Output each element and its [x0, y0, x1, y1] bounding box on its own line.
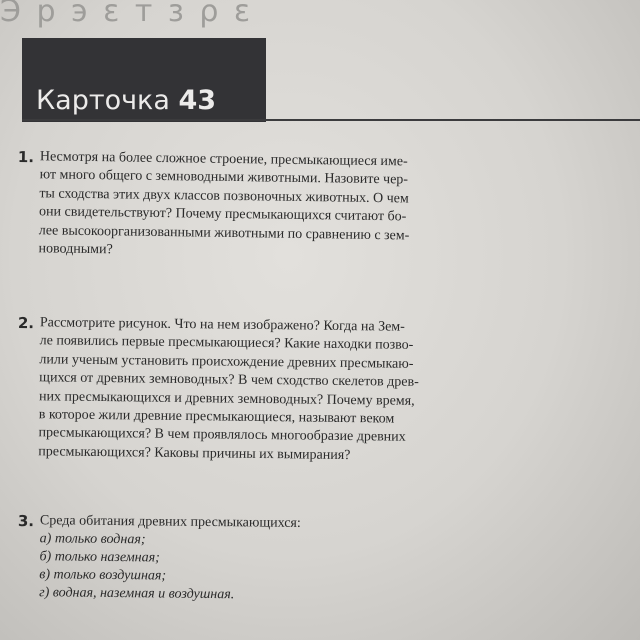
question-number: 1.: [17, 148, 35, 167]
card-title-word: Карточка: [36, 85, 170, 116]
question-line: ле появились первые пресмыкающиеся? Какие находки позво-: [39, 333, 414, 354]
question-line: Среда обитания древних пресмыкающихся:: [39, 513, 301, 531]
question-3: [17, 512, 628, 609]
question-line: щихся от древних земноводных? В чем сходство скелетов древ-: [39, 370, 419, 391]
card-title-number: 43: [178, 85, 217, 116]
question-line: лее высокоорганизованными животными по сравнению с зем-: [38, 222, 410, 244]
cut-off-top-text: Э р э ε т з ρ ε: [0, 0, 254, 29]
question-line: ют много общего с земноводными животными. Назовите чер-: [39, 167, 409, 188]
question-2: [16, 314, 628, 469]
question-line: новодными?: [38, 241, 113, 258]
answer-option-d: г) водная, наземная и воздушная.: [39, 585, 235, 603]
card-header: [22, 38, 266, 122]
question-line: Рассмотрите рисунок. Что на нем изображено? Когда на Зем-: [39, 315, 405, 335]
card-title: [36, 85, 216, 116]
question-line: пресмыкающихся? Каковы причины их вымирания?: [38, 444, 351, 463]
answer-option-b: б) только наземная;: [39, 549, 160, 566]
question-line: в которое жили древние пресмыкающиеся, называют веком: [38, 407, 395, 427]
question-number: 2.: [17, 314, 35, 333]
question-line: они свидетельствуют? Почему пресмыкающихся считают бо-: [39, 204, 407, 225]
answer-option-a: а) только водная;: [39, 531, 146, 548]
question-line: ты сходства этих двух классов позвоночных животных. О чем: [39, 186, 409, 207]
question-1: [16, 148, 627, 267]
question-line: пресмыкающихся? В чем проявлялось многообразие древних: [38, 425, 406, 446]
question-number: 3.: [17, 512, 35, 531]
answer-option-c: в) только воздушная;: [39, 567, 167, 584]
question-line: них пресмыкающихся и древних земноводных? Почему время,: [38, 388, 415, 409]
question-line: Несмотря на более сложное строение, пресмыкающиеся име-: [39, 149, 408, 170]
header-divider: [22, 119, 640, 121]
question-line: лили ученым установить происхождение древних пресмыкаю-: [39, 352, 414, 372]
